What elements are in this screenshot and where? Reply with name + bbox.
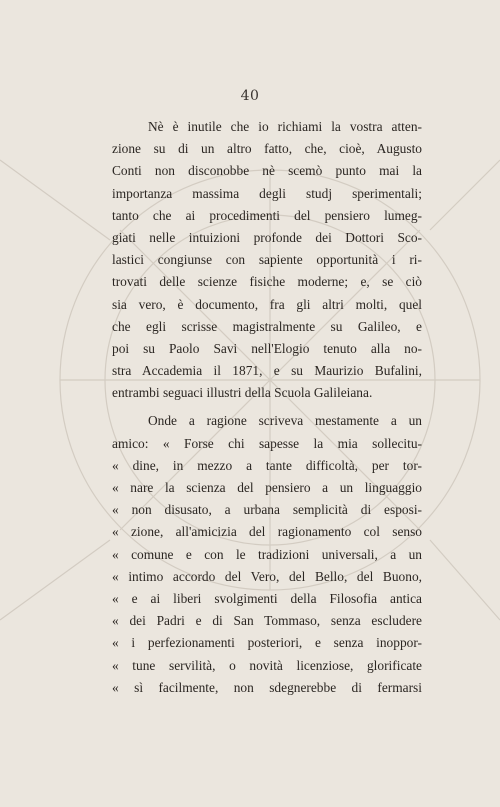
text-line: « zione, all'amicizia del ragionamento col senso: [112, 524, 422, 540]
text-line: importanza massima degli studj sperimentali;: [112, 185, 422, 201]
text-line: poi su Paolo Savi nell'Elogio tenuto alla no-: [112, 340, 422, 356]
text-line: sia vero, è documento, fra gli altri molti, quel: [112, 296, 422, 312]
text-line: « dine, in mezzo a tante difficoltà, per tor-: [112, 457, 422, 473]
text-line: entrambi seguaci illustri della Scuola Galileiana.: [112, 385, 373, 401]
body-text: [112, 116, 422, 699]
text-line: « i perfezionamenti posteriori, e senza inoppor-: [112, 635, 422, 651]
text-line: « nare la scienza del pensiero a un linguaggio: [112, 480, 422, 495]
text-line: « e ai liberi svolgimenti della Filosofia antica: [112, 590, 422, 606]
text-line: « comune e con le tradizioni universali, a un: [112, 546, 422, 562]
text-line: giati nelle intuizioni profonde dei Dottori Sco-: [112, 229, 422, 245]
text-line: « sì facilmente, non sdegnerebbe di fermarsi: [112, 679, 422, 695]
text-line: zione su di un altro fatto, che, cioè, Augusto: [112, 141, 422, 157]
text-line: stra Accademia il 1871, e su Maurizio Bufalini,: [112, 363, 422, 379]
text-line: « dei Padri e di San Tommaso, senza escludere: [112, 613, 422, 629]
text-line: « intimo accordo del Vero, del Bello, del Buono,: [112, 568, 422, 584]
text-line: Conti non disconobbe nè scemò punto mai la: [112, 163, 422, 179]
text-line: trovati delle scienze fisiche moderne; e, se ciò: [112, 274, 422, 290]
page-number: 40: [240, 88, 260, 104]
text-line: Onde a ragione scriveva mestamente a un: [148, 413, 422, 429]
paragraph-1: [112, 116, 422, 404]
text-line: « non disusato, a urbana semplicità di esposi-: [112, 502, 422, 518]
text-line: « tune servilità, o novità licenziose, glorificate: [112, 657, 422, 673]
text-line: amico: « Forse chi sapesse la mia sollecitu-: [112, 435, 422, 451]
text-line: lastici congiunse con sapiente opportunità i ri-: [112, 252, 422, 268]
paragraph-2: [112, 410, 422, 698]
text-line: tanto che ai procedimenti del pensiero lumeg-: [112, 207, 422, 223]
text-line: Nè è inutile che io richiami la vostra atten-: [148, 119, 422, 134]
text-line: che egli scrisse magistralmente su Galileo, e: [112, 318, 422, 334]
